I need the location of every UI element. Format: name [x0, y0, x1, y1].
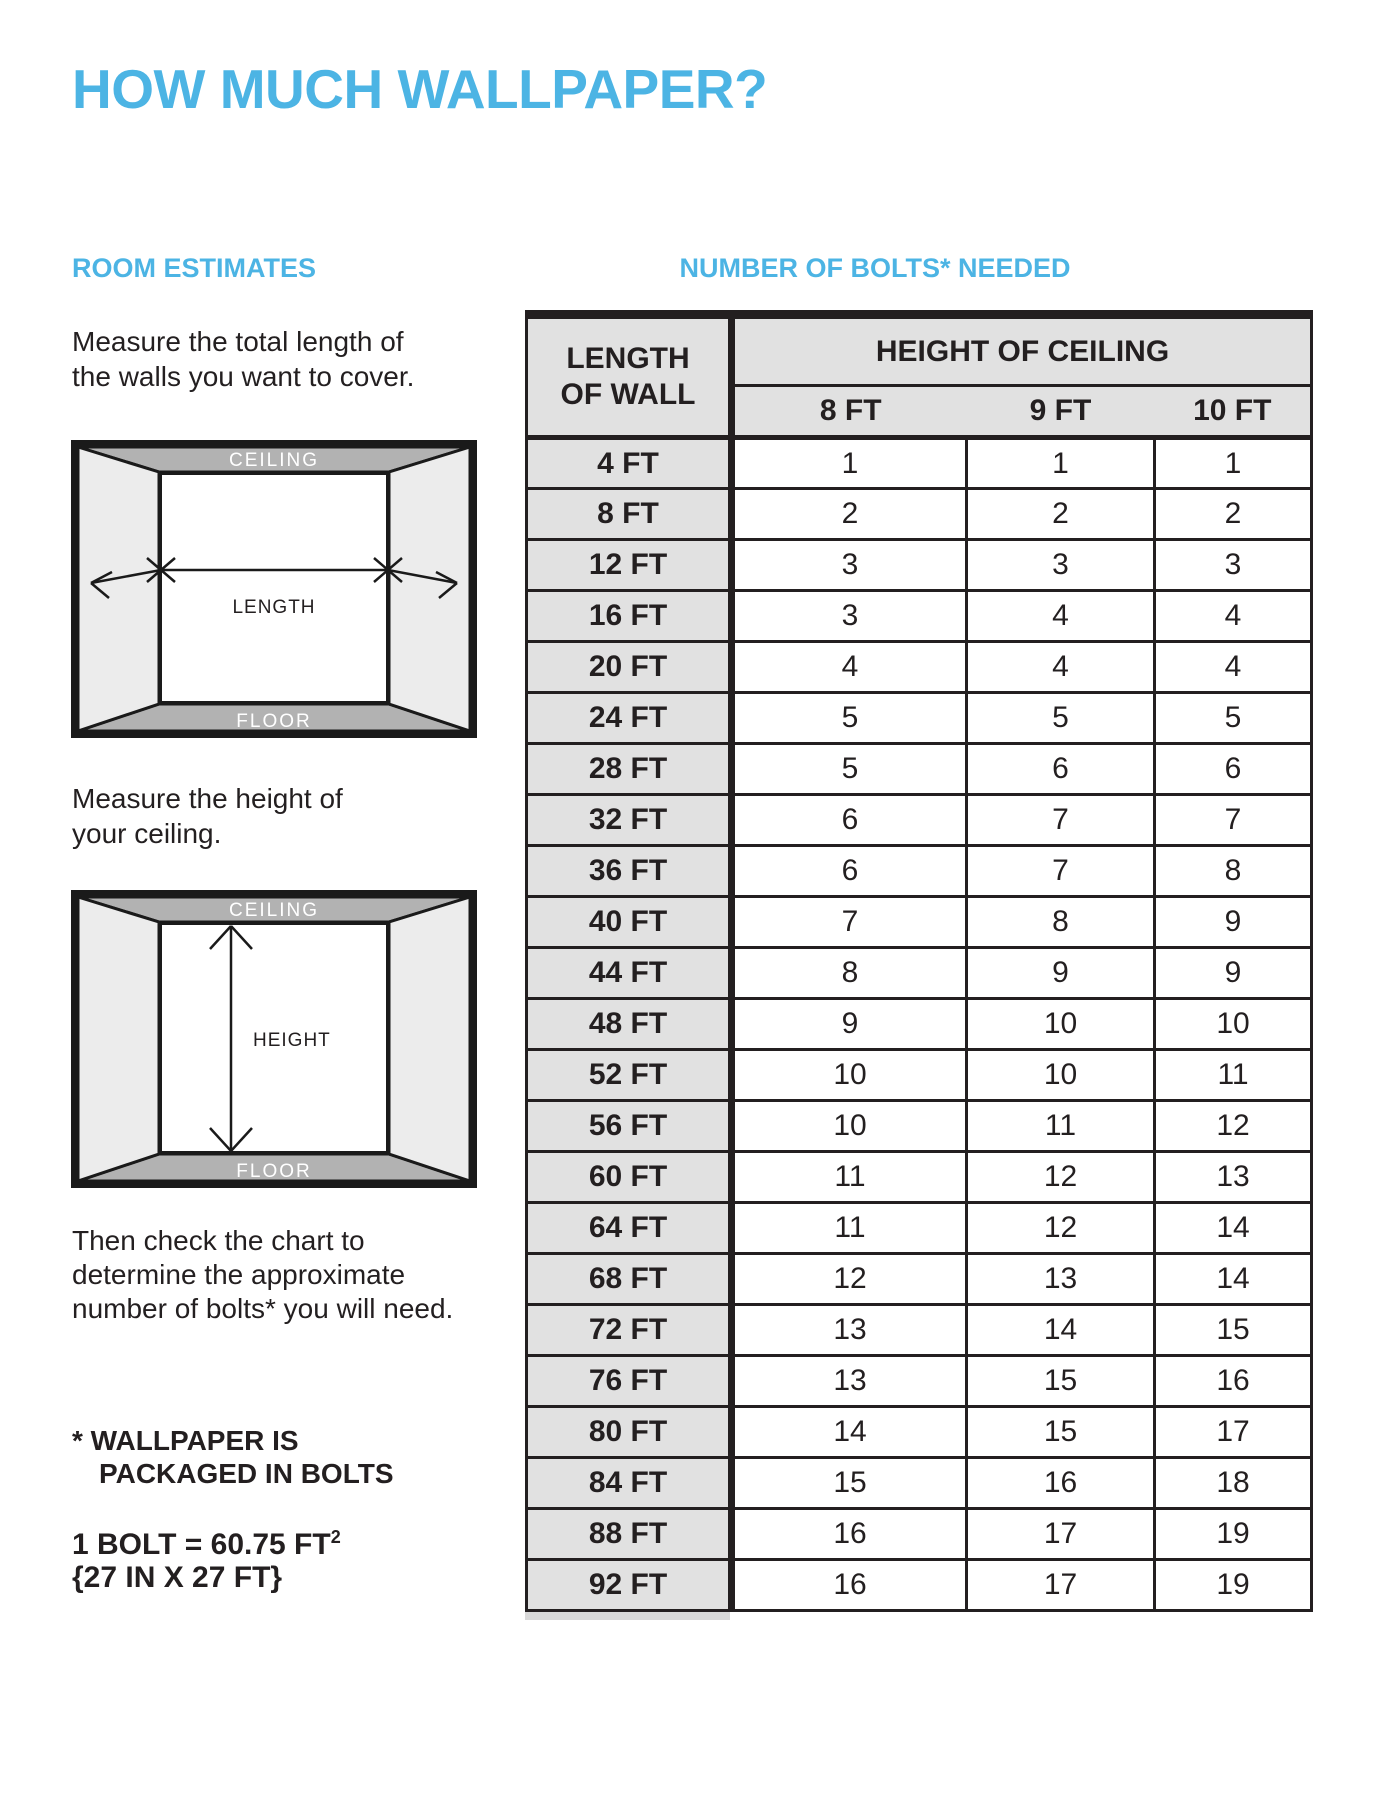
back-wall [161, 474, 388, 703]
bolt-count-cell: 8 [732, 948, 967, 999]
bolt-count-cell: 5 [732, 693, 967, 744]
bolt-count-cell: 13 [732, 1356, 967, 1407]
bolt-count-cell: 11 [732, 1203, 967, 1254]
bolt-count-cell: 16 [967, 1458, 1155, 1509]
bolt-count-cell: 8 [1155, 846, 1312, 897]
text-line: Measure the total length of [72, 326, 404, 357]
table-shadow [525, 1612, 730, 1620]
wall-length-cell: 72 FT [527, 1305, 732, 1356]
bolt-count-cell: 7 [732, 897, 967, 948]
text-line: PACKAGED IN BOLTS [99, 1458, 394, 1489]
text-line: Then check the chart to [72, 1225, 365, 1256]
text-line: your ceiling. [72, 818, 222, 849]
table-row [527, 897, 1312, 948]
bolt-count-cell: 4 [1155, 642, 1312, 693]
bolt-count-cell: 14 [1155, 1254, 1312, 1305]
table-row [527, 540, 1312, 591]
bolt-count-cell: 19 [1155, 1560, 1312, 1611]
left-wall [78, 897, 159, 1181]
height-label: HEIGHT [253, 1030, 331, 1051]
table-row [527, 846, 1312, 897]
bolt-count-cell: 6 [732, 795, 967, 846]
bolt-count-cell: 8 [967, 897, 1155, 948]
table-row [527, 1203, 1312, 1254]
bolt-count-cell: 10 [1155, 999, 1312, 1050]
instruction-measure-length [72, 324, 414, 394]
bolt-dimensions: {27 IN X 27 FT} [72, 1561, 283, 1594]
bolt-count-cell: 11 [1155, 1050, 1312, 1101]
table-row [527, 438, 1312, 489]
bolt-count-cell: 11 [967, 1101, 1155, 1152]
table-row [527, 1509, 1312, 1560]
bolts-table-wrap [525, 310, 1310, 1620]
instruction-check-chart [72, 1224, 453, 1326]
text-line: Measure the height of [72, 783, 343, 814]
wall-length-cell: 48 FT [527, 999, 732, 1050]
bolt-count-cell: 4 [967, 591, 1155, 642]
table-row [527, 1050, 1312, 1101]
table-row [527, 1560, 1312, 1611]
bolt-count-cell: 1 [1155, 438, 1312, 489]
table-row [527, 1101, 1312, 1152]
text-line: * WALLPAPER IS [72, 1425, 299, 1456]
column-header-9ft: 9 FT [967, 386, 1155, 438]
wall-length-cell: 68 FT [527, 1254, 732, 1305]
bolt-count-cell: 16 [732, 1509, 967, 1560]
bolt-count-cell: 17 [1155, 1407, 1312, 1458]
wall-length-cell: 40 FT [527, 897, 732, 948]
wall-length-cell: 64 FT [527, 1203, 732, 1254]
bolt-count-cell: 10 [967, 999, 1155, 1050]
bolt-count-cell: 17 [967, 1560, 1155, 1611]
wall-length-cell: 84 FT [527, 1458, 732, 1509]
floor-label: FLOOR [236, 711, 312, 732]
bolt-count-cell: 6 [967, 744, 1155, 795]
instruction-measure-height [72, 781, 343, 851]
bolt-count-cell: 14 [1155, 1203, 1312, 1254]
bolt-count-cell: 16 [1155, 1356, 1312, 1407]
wall-length-cell: 76 FT [527, 1356, 732, 1407]
wall-length-cell: 92 FT [527, 1560, 732, 1611]
room-estimates-heading: ROOM ESTIMATES [72, 253, 317, 283]
wall-length-cell: 56 FT [527, 1101, 732, 1152]
table-body [527, 438, 1312, 1611]
bolt-count-cell: 7 [967, 846, 1155, 897]
left-wall [78, 447, 159, 731]
bolt-count-cell: 5 [732, 744, 967, 795]
right-wall [389, 897, 470, 1181]
wall-length-cell: 44 FT [527, 948, 732, 999]
bolt-count-cell: 9 [732, 999, 967, 1050]
table-row [527, 999, 1312, 1050]
wall-length-cell: 28 FT [527, 744, 732, 795]
table-row [527, 1152, 1312, 1203]
wall-length-cell: 4 FT [527, 438, 732, 489]
room-height-diagram [71, 890, 477, 1188]
bolt-count-cell: 2 [732, 489, 967, 540]
table-row [527, 1356, 1312, 1407]
table-row [527, 1254, 1312, 1305]
bolt-count-cell: 19 [1155, 1509, 1312, 1560]
bolt-count-cell: 14 [967, 1305, 1155, 1356]
bolt-count-cell: 15 [732, 1458, 967, 1509]
bolt-count-cell: 6 [732, 846, 967, 897]
bolt-count-cell: 10 [732, 1050, 967, 1101]
table-header [527, 315, 1312, 438]
length-label: LENGTH [232, 597, 316, 618]
wall-length-cell: 12 FT [527, 540, 732, 591]
length-of-wall-header: LENGTH OF WALL [527, 315, 732, 438]
bolt-count-cell: 13 [732, 1305, 967, 1356]
bolt-count-cell: 10 [732, 1101, 967, 1152]
bolt-count-cell: 10 [967, 1050, 1155, 1101]
table-row [527, 948, 1312, 999]
bolt-count-cell: 14 [732, 1407, 967, 1458]
bolt-count-cell: 6 [1155, 744, 1312, 795]
table-row [527, 744, 1312, 795]
ceiling-label: CEILING [228, 450, 320, 471]
bolt-count-cell: 2 [1155, 489, 1312, 540]
bolt-definition [72, 1521, 341, 1594]
bolt-count-cell: 16 [732, 1560, 967, 1611]
wall-length-cell: 36 FT [527, 846, 732, 897]
ceiling-label: CEILING [228, 900, 320, 921]
squared-superscript: 2 [330, 1527, 341, 1547]
bolt-count-cell: 12 [1155, 1101, 1312, 1152]
bolt-count-cell: 12 [732, 1254, 967, 1305]
height-of-ceiling-header: HEIGHT OF CEILING [732, 315, 1312, 386]
bolts-table [525, 310, 1313, 1612]
bolt-count-cell: 15 [1155, 1305, 1312, 1356]
room-length-diagram [71, 440, 477, 738]
text-line: the walls you want to cover. [72, 361, 415, 392]
wall-length-cell: 80 FT [527, 1407, 732, 1458]
column-header-10ft: 10 FT [1155, 386, 1312, 438]
bolt-count-cell: 5 [1155, 693, 1312, 744]
bolt-count-cell: 4 [732, 642, 967, 693]
wall-length-cell: 8 FT [527, 489, 732, 540]
bolt-count-cell: 1 [732, 438, 967, 489]
wall-length-cell: 52 FT [527, 1050, 732, 1101]
bolt-count-cell: 3 [732, 540, 967, 591]
text-line: number of bolts* you will need. [72, 1293, 454, 1324]
bolt-count-cell: 18 [1155, 1458, 1312, 1509]
bolt-count-cell: 12 [967, 1152, 1155, 1203]
bolt-equation: 1 BOLT = 60.75 $FT^2$ [72, 1527, 341, 1561]
bolt-count-cell: 12 [967, 1203, 1155, 1254]
bolt-count-cell: 3 [967, 540, 1155, 591]
table-row [527, 489, 1312, 540]
bolt-count-cell: 17 [967, 1509, 1155, 1560]
text-line: determine the approximate [72, 1259, 406, 1290]
table-row [527, 591, 1312, 642]
bolt-count-cell: 1 [967, 438, 1155, 489]
bolt-count-cell: 5 [967, 693, 1155, 744]
wall-length-cell: 24 FT [527, 693, 732, 744]
bolt-count-cell: 9 [967, 948, 1155, 999]
table-row [527, 642, 1312, 693]
page-title: HOW MUCH WALLPAPER? [72, 58, 768, 120]
bolt-count-cell: 11 [732, 1152, 967, 1203]
bolt-count-cell: 3 [1155, 540, 1312, 591]
table-row [527, 693, 1312, 744]
table-row [527, 1305, 1312, 1356]
right-wall [389, 447, 470, 731]
table-row [527, 1458, 1312, 1509]
bolt-count-cell: 9 [1155, 948, 1312, 999]
bolt-count-cell: 7 [1155, 795, 1312, 846]
bolt-count-cell: 9 [1155, 897, 1312, 948]
bolt-count-cell: 13 [967, 1254, 1155, 1305]
bolt-footnote [72, 1424, 394, 1490]
bolt-count-cell: 3 [732, 591, 967, 642]
bolt-count-cell: 15 [967, 1356, 1155, 1407]
table-row [527, 795, 1312, 846]
bolt-count-cell: 4 [1155, 591, 1312, 642]
floor-label: FLOOR [236, 1161, 312, 1182]
wall-length-cell: 88 FT [527, 1509, 732, 1560]
wall-length-cell: 60 FT [527, 1152, 732, 1203]
bolt-count-cell: 15 [967, 1407, 1155, 1458]
table-row [527, 1407, 1312, 1458]
bolt-count-cell: 7 [967, 795, 1155, 846]
bolt-count-cell: 13 [1155, 1152, 1312, 1203]
bolts-needed-heading: NUMBER OF BOLTS* NEEDED [679, 253, 1071, 283]
wall-length-cell: 20 FT [527, 642, 732, 693]
bolt-count-cell: 4 [967, 642, 1155, 693]
wall-length-cell: 32 FT [527, 795, 732, 846]
wall-length-cell: 16 FT [527, 591, 732, 642]
bolt-count-cell: 2 [967, 489, 1155, 540]
column-header-8ft: 8 FT [732, 386, 967, 438]
